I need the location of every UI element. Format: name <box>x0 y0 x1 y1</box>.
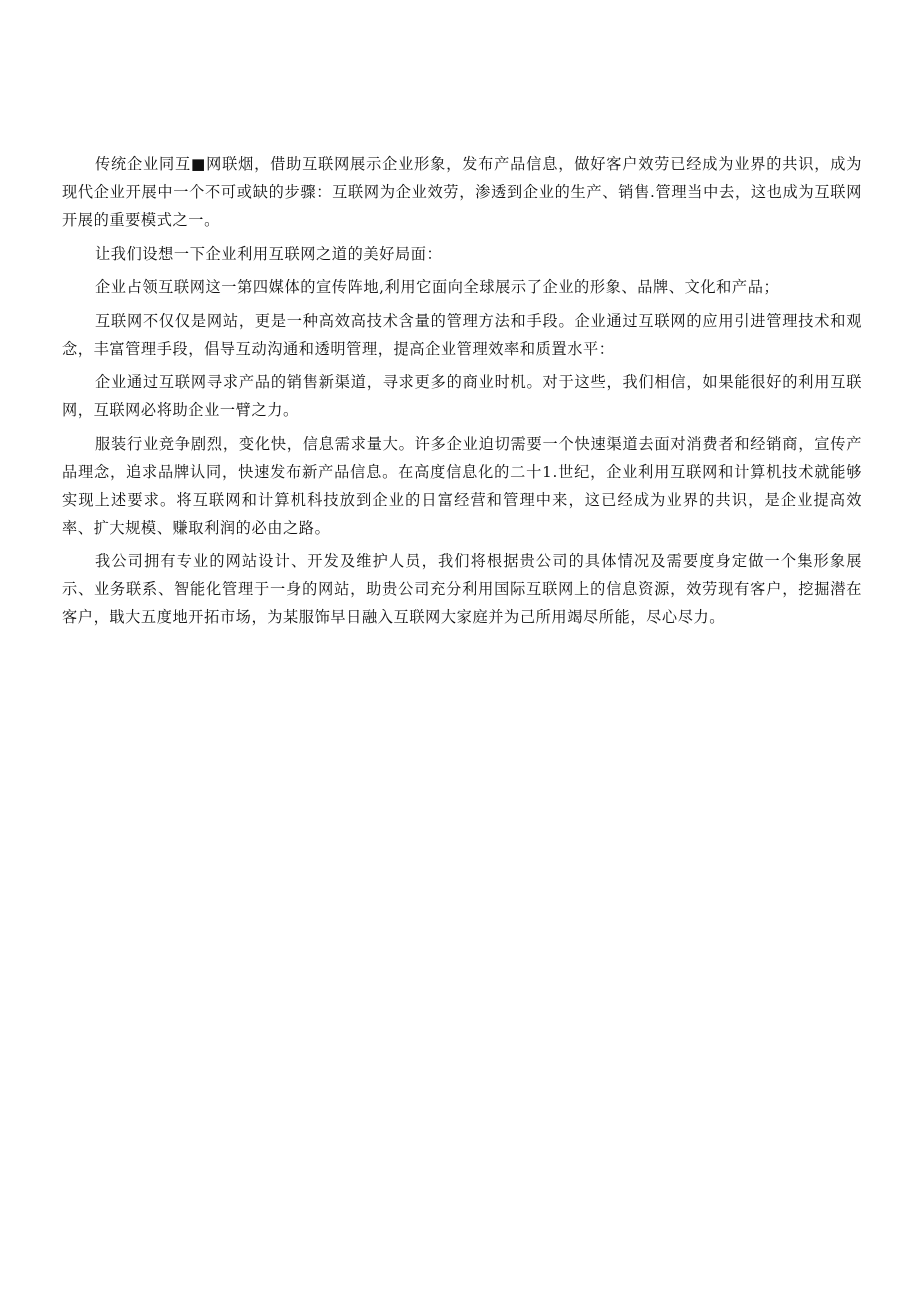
paragraph-4: 互联网不仅仅是网站，更是一种高效高技术含量的管理方法和手段。企业通过互联网的应用引进管理技术和观念，丰富管理手段，倡导互动沟通和透明管理，提高企业管理效率和质置水平： <box>62 311 862 358</box>
paragraph-1: 传统企业同互■网联烟，借助互联网展示企业形象，发布产品信息，做好客户效劳已经成为业界的共识，成为现代企业开展中一个不可或缺的步骤：互联网为企业效劳，渗透到企业的生产、销售.管理当中去，这也成为互联网开展的重要模式之一。 <box>62 155 862 229</box>
paragraph-6: 服装行业竞争剧烈，变化快，信息需求量大。许多企业迫切需要一个快速渠道去面对消费者和经销商，宣传产品理念，追求品牌认同，快速发布新产品信息。在高度信息化的二十1.世纪，企业利用互联网和计算机技术就能够实现上述要求。将互联网和计算机科技放到企业的日富经营和管理中来，这已经成为业界的共识，是企业提高效率、扩大规模、赚取利润的必由之路。 <box>62 434 862 537</box>
paragraph-2: 让我们设想一下企业利用互联网之道的美好局面： <box>95 244 443 263</box>
paragraph-7: 我公司拥有专业的网站设计、开发及维护人员，我们将根据贵公司的具体情况及需要度身定做一个集形象展示、业务联系、智能化管理于一身的网站，助贵公司充分利用国际互联网上的信息资源，效劳现有客户，挖掘潜在客户，戢大五度地开拓市场，为某服饰早日融入互联网大家庭并为己所用竭尽所能，尽心尽力。 <box>62 552 862 626</box>
document-body <box>62 150 862 637</box>
paragraph-3: 企业占领互联网这一第四媒体的宣传阵地,利用它面向全球展示了企业的形象、品牌、文化和产品； <box>95 278 780 296</box>
paragraph-5: 企业通过互联网寻求产品的销售新渠道，寻求更多的商业时机。对于这些，我们相信，如果能很好的利用互联网，互联网必将助企业一臂之力。 <box>62 373 862 419</box>
